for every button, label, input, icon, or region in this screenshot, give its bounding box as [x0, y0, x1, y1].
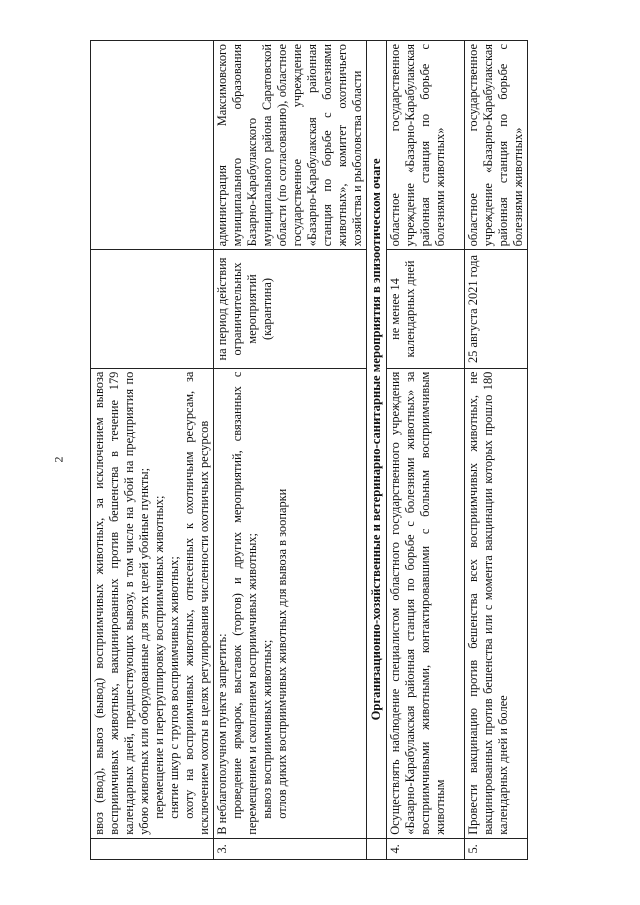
- row-number: [91, 838, 214, 859]
- row-number: 3.: [214, 838, 367, 859]
- measures-table: [90, 40, 528, 860]
- table-row: [465, 41, 528, 860]
- section-row: [367, 41, 387, 860]
- term-cell: не менее 14 календарных дней: [387, 250, 465, 368]
- responsible-cell: [91, 41, 214, 250]
- measure-cell: Осуществлять наблюдение специалистом областного государственного учреждения «Базарно-Карабулакская районная станция по борьбе с болезнями животных» за восприимчивыми животными, контактировавшими с больным восприимчивым животным: [387, 368, 465, 838]
- rotated-document: [90, 40, 630, 860]
- term-cell: на период действия ограничительных мероприятий (карантина): [214, 250, 367, 368]
- row-number: 4.: [387, 838, 465, 859]
- table-row: [387, 41, 465, 860]
- responsible-cell: администрация Максимовского муниципального образования Базарно-Карабулакского муниципального района Саратовской области (по согласованию), областное государственное учреждение «Базарно-Карабулакская районная станция по борьбе с болезнями животных», комитет охотничьего хозяйства и рыболовства области: [214, 41, 367, 250]
- section-title: Организационно-хозяйственные и ветеринарно-санитарные мероприятия в эпизоотическом очаге: [367, 41, 387, 839]
- table-row: [91, 41, 214, 860]
- row-number: 5.: [465, 838, 528, 859]
- measure-cell: Провести вакцинацию против бешенства всех восприимчивых животных, не вакцинированных против бешенства или с момента вакцинации которых прошло 180 календарных дней и более: [465, 368, 528, 838]
- table-row: [214, 41, 367, 860]
- responsible-cell: областное государственное учреждение «Базарно-Карабулакская районная станция по борьбе с болезнями животных»: [465, 41, 528, 250]
- term-cell: 25 августа 2021 года: [465, 250, 528, 368]
- responsible-cell: областное государственное учреждение «Базарно-Карабулакская районная станция по борьбе с болезнями животных»: [387, 41, 465, 250]
- term-cell: [91, 250, 214, 368]
- measure-cell: В неблагополучном пункте запретить: проведение ярмарок, выставок (торгов) и других мероприятий, связанных с перемещением и скоплением восприимчивых животных; вывоз восприимчивых животных; отлов диких восприимчивых животных для вывоза в зоопарки: [214, 368, 367, 838]
- page-number: 2: [51, 456, 66, 463]
- measure-cell: ввоз (ввод), вывоз (вывод) восприимчивых животных, за исключением вывоза восприимчивых животных, вакцинированных против бешенства в течение 179 календарных дней, предшествующих вывозу, в том числе на убой на предприятия по убою животных или оборудованные для этих целей убойные пункты; перемещение и перегруппировку восприимчивых животных; снятие шкур с трупов восприимчивых животных; охоту на восприимчивых животных, отнесенных к охотничьим ресурсам, за исключением охоты в целях регулирования численности охотничьих ресурсов: [91, 368, 214, 838]
